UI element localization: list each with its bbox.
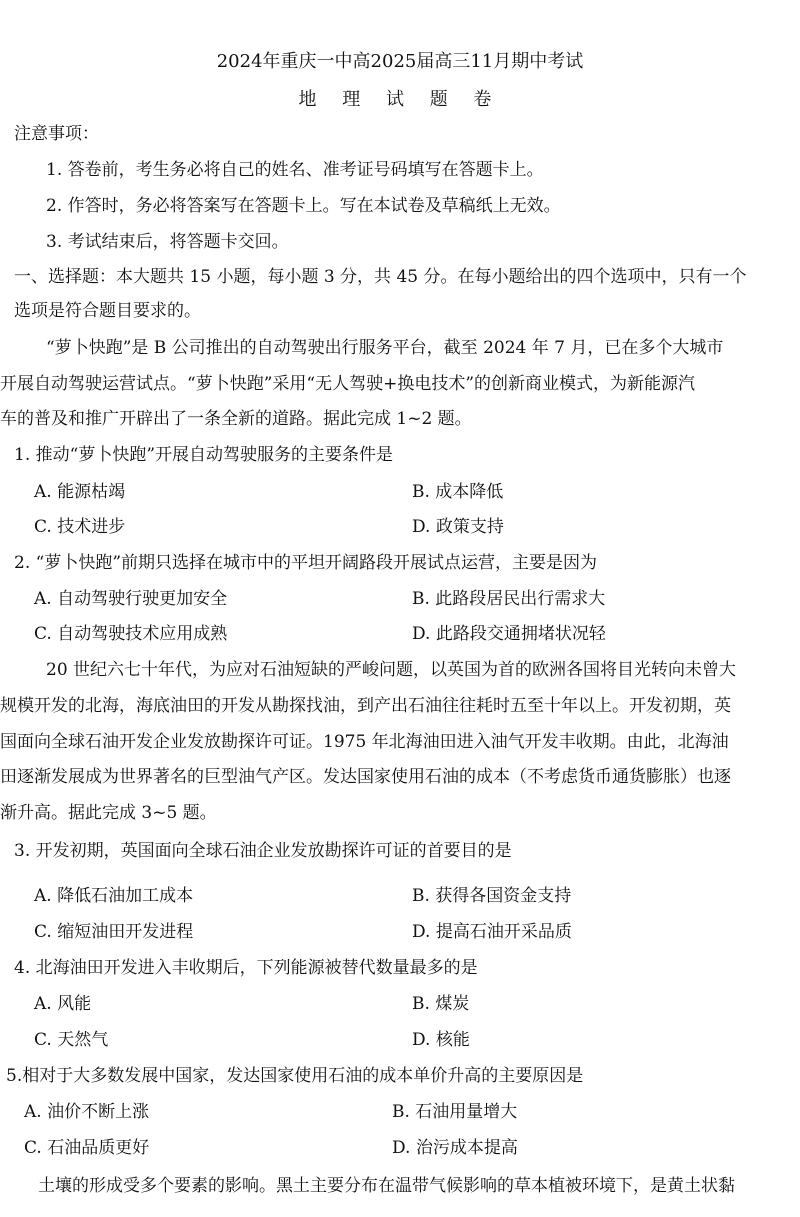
passage-line: 规模开发的北海，海底油田的开发从勘探找油，到产出石油往往耗时五至十年以上。开发初期，英 (0, 696, 731, 716)
passage-line: 田逐渐发展成为世界著名的巨型油气产区。发达国家使用石油的成本（不考虑货币通货膨胀）也逐 (0, 767, 731, 787)
option-b: B. 石油用量增大 (392, 1102, 518, 1122)
option-b: B. 此路段居民出行需求大 (412, 589, 606, 609)
option-b: B. 成本降低 (412, 482, 504, 502)
option-c: C. 天然气 (34, 1030, 109, 1050)
notice-item: 3. 考试结束后，将答题卡交回。 (46, 232, 289, 252)
option-d: D. 提高石油开采品质 (412, 922, 572, 942)
notice-item: 2. 作答时，务必将答案写在答题卡上。写在本试卷及草稿纸上无效。 (46, 196, 561, 216)
exam-subtitle: 地 理 试 题 卷 (298, 89, 502, 110)
option-d: D. 核能 (412, 1030, 470, 1050)
option-a: A. 风能 (34, 994, 92, 1014)
passage-line: 土壤的形成受多个要素的影响。黑土主要分布在温带气候影响的草本植被环境下，是黄土状黏 (38, 1176, 735, 1196)
passage-line: “萝卜快跑”是 B 公司推出的自动驾驶出行服务平台，截至 2024 年 7 月，已在多个大城市 (46, 338, 724, 358)
passage-line: 开展自动驾驶运营试点。“萝卜快跑”采用“无人驾驶+换电技术”的创新商业模式，为新能源汽 (0, 374, 696, 394)
passage-line: 渐升高。据此完成 3~5 题。 (0, 803, 217, 823)
option-c: C. 技术进步 (34, 517, 126, 537)
passage-line: 车的普及和推广开辟出了一条全新的道路。据此完成 1~2 题。 (0, 409, 472, 429)
passage-line: 国面向全球石油开发企业发放勘探许可证。1975 年北海油田进入油气开发丰收期。由此，北海油 (0, 732, 729, 752)
option-a: A. 油价不断上涨 (24, 1102, 150, 1122)
notice-heading: 注意事项： (14, 124, 99, 144)
option-a: A. 能源枯竭 (34, 482, 126, 502)
question-stem: 1. 推动“萝卜快跑”开展自动驾驶服务的主要条件是 (14, 445, 394, 465)
section-intro: 选项是符合题目要求的。 (14, 301, 201, 321)
option-a: A. 自动驾驶行驶更加安全 (34, 589, 228, 609)
section-intro: 一、选择题：本大题共 15 小题，每小题 3 分，共 45 分。在每小题给出的四个选项中，只有一个 (14, 267, 747, 287)
exam-title: 2024年重庆一中高2025届高三11月期中考试 (216, 51, 584, 72)
question-stem: 3. 开发初期，英国面向全球石油企业发放勘探许可证的首要目的是 (14, 841, 512, 861)
passage-line: 20 世纪六七十年代，为应对石油短缺的严峻问题，以英国为首的欧洲各国将目光转向未曾大 (46, 660, 737, 680)
option-b: B. 获得各国资金支持 (412, 886, 572, 906)
question-stem: 2. “萝卜快跑”前期只选择在城市中的平坦开阔路段开展试点运营，主要是因为 (14, 553, 598, 573)
question-stem: 4. 北海油田开发进入丰收期后，下列能源被替代数量最多的是 (14, 958, 478, 978)
option-a: A. 降低石油加工成本 (34, 886, 194, 906)
option-d: D. 治污成本提高 (392, 1138, 518, 1158)
option-c: C. 自动驾驶技术应用成熟 (34, 624, 228, 644)
option-c: C. 缩短油田开发进程 (34, 922, 194, 942)
option-c: C. 石油品质更好 (24, 1138, 150, 1158)
question-stem: 5.相对于大多数发展中国家，发达国家使用石油的成本单价升高的主要原因是 (6, 1066, 584, 1086)
option-d: D. 此路段交通拥堵状况轻 (412, 624, 606, 644)
option-b: B. 煤炭 (412, 994, 470, 1014)
notice-item: 1. 答卷前，考生务必将自己的姓名、准考证号码填写在答题卡上。 (46, 160, 544, 180)
option-d: D. 政策支持 (412, 517, 504, 537)
